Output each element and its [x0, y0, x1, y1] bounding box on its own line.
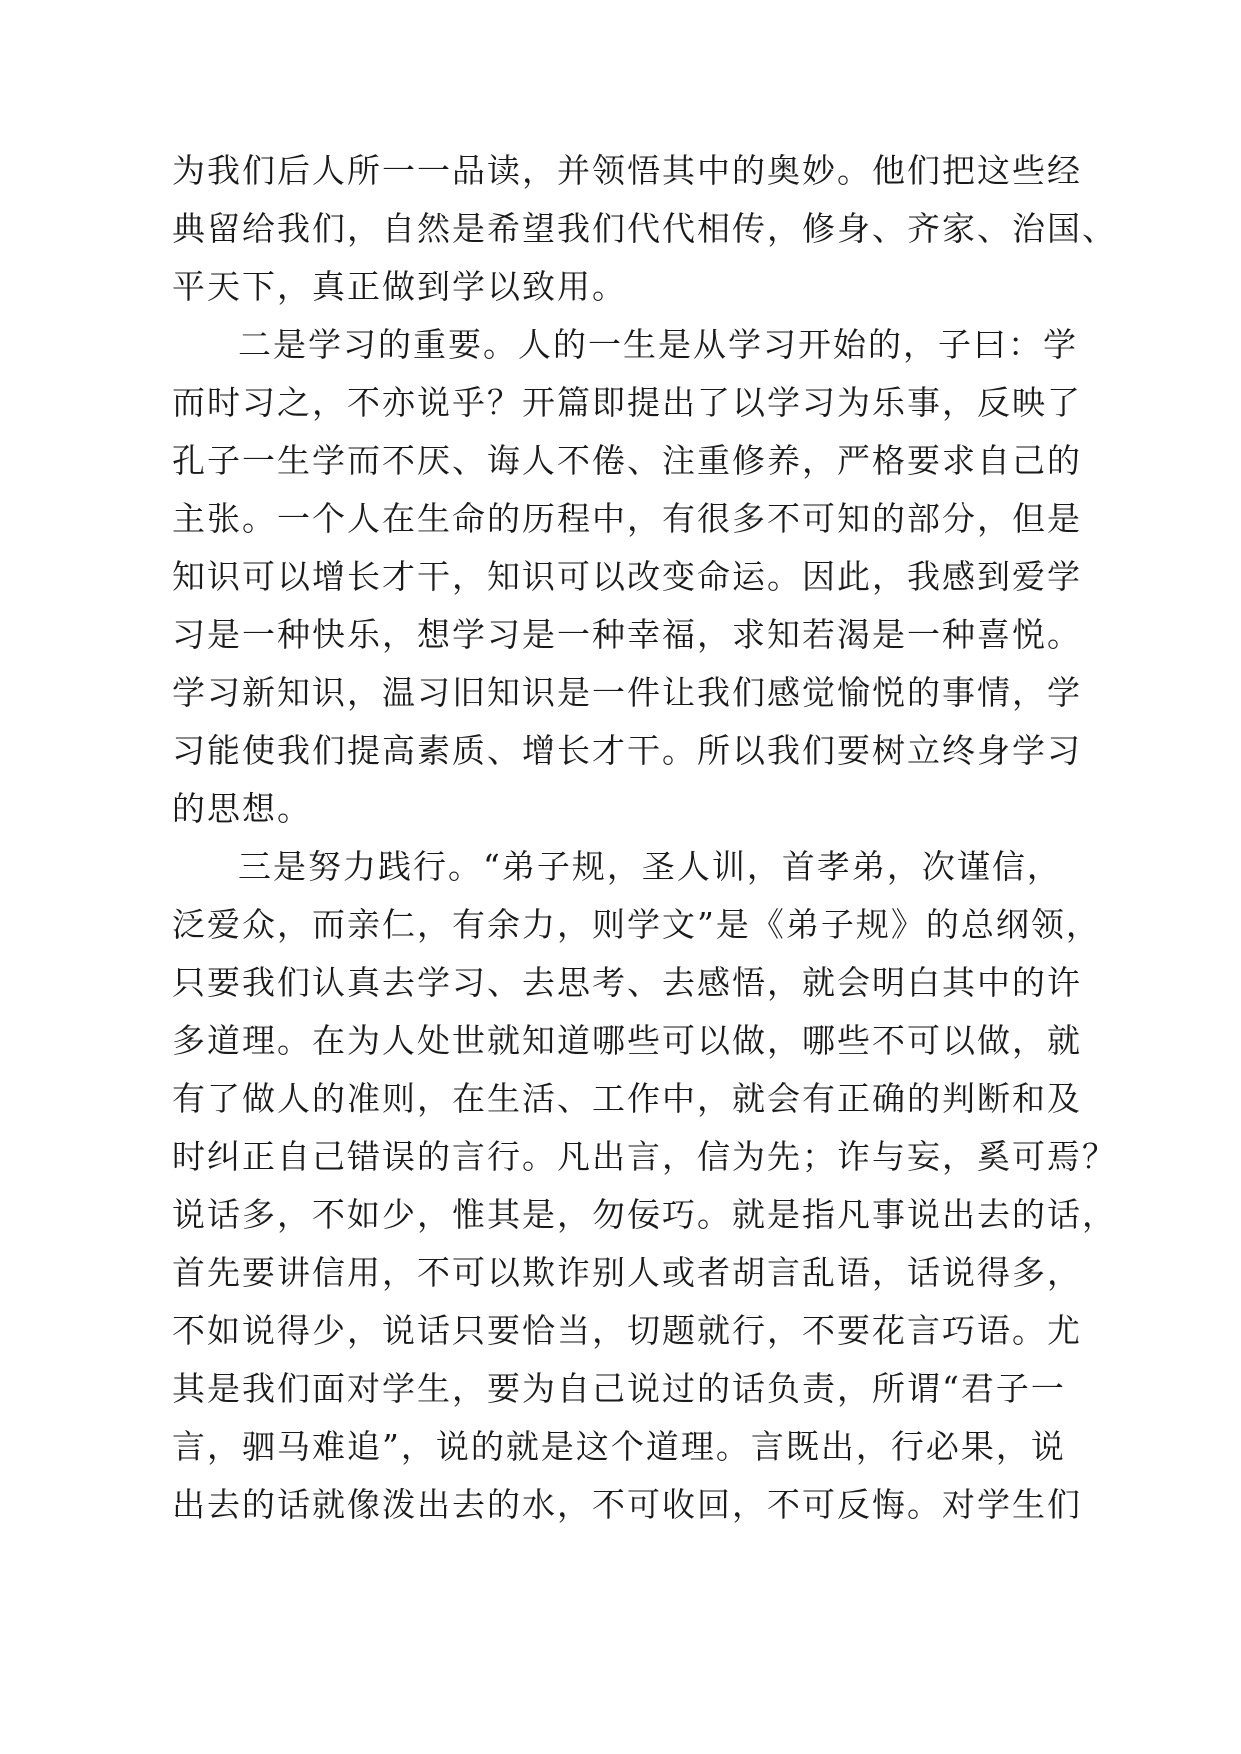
- text-line: 典留给我们，自然是希望我们代代相传，修身、齐家、治国、: [172, 209, 1117, 248]
- text-line: 说话多，不如少，惟其是，勿佞巧。就是指凡事说出去的话，: [172, 1195, 1117, 1234]
- text-line: 习是一种快乐，想学习是一种幸福，求知若渴是一种喜悦。: [172, 615, 1082, 654]
- text-line: 为我们后人所一一品读，并领悟其中的奥妙。他们把这些经: [172, 151, 1082, 190]
- text-line: 学习新知识，温习旧知识是一件让我们感觉愉悦的事情，学: [172, 673, 1082, 712]
- text-line: 主张。一个人在生命的历程中，有很多不可知的部分，但是: [172, 499, 1082, 538]
- text-line: 而时习之，不亦说乎？开篇即提出了以学习为乐事，反映了: [172, 383, 1082, 422]
- body-text: [172, 142, 1117, 1534]
- text-line: 泛爱众，而亲仁，有余力，则学文”是《弟子规》的总纲领，: [172, 905, 1101, 944]
- text-line: 有了做人的准则，在生活、工作中，就会有正确的判断和及: [172, 1079, 1082, 1118]
- text-line: 多道理。在为人处世就知道哪些可以做，哪些不可以做，就: [172, 1021, 1082, 1060]
- text-line: 的思想。: [172, 789, 312, 828]
- text-line: 时纠正自己错误的言行。凡出言，信为先；诈与妄，奚可焉？: [172, 1137, 1117, 1176]
- text-line: 其是我们面对学生，要为自己说过的话负责，所谓“君子一: [172, 1369, 1066, 1408]
- text-line: 习能使我们提高素质、增长才干。所以我们要树立终身学习: [172, 731, 1082, 770]
- paragraph-start-line: 二是学习的重要。人的一生是从学习开始的，子曰：学: [238, 325, 1078, 364]
- text-line: 言，驷马难追”，说的就是这个道理。言既出，行必果，说: [172, 1427, 1066, 1466]
- text-line: 平天下，真正做到学以致用。: [172, 267, 627, 306]
- text-line: 只要我们认真去学习、去思考、去感悟，就会明白其中的许: [172, 963, 1082, 1002]
- text-line: 孔子一生学而不厌、诲人不倦、注重修养，严格要求自己的: [172, 441, 1082, 480]
- text-line: 知识可以增长才干，知识可以改变命运。因此，我感到爱学: [172, 557, 1082, 596]
- paragraph-start-line: 三是努力践行。“弟子规，圣人训，首孝弟，次谨信，: [238, 847, 1062, 886]
- text-line: 首先要讲信用，不可以欺诈别人或者胡言乱语，话说得多，: [172, 1253, 1082, 1292]
- text-line: 不如说得少，说话只要恰当，切题就行，不要花言巧语。尤: [172, 1311, 1082, 1350]
- text-line: 出去的话就像泼出去的水，不可收回，不可反悔。对学生们: [172, 1485, 1082, 1524]
